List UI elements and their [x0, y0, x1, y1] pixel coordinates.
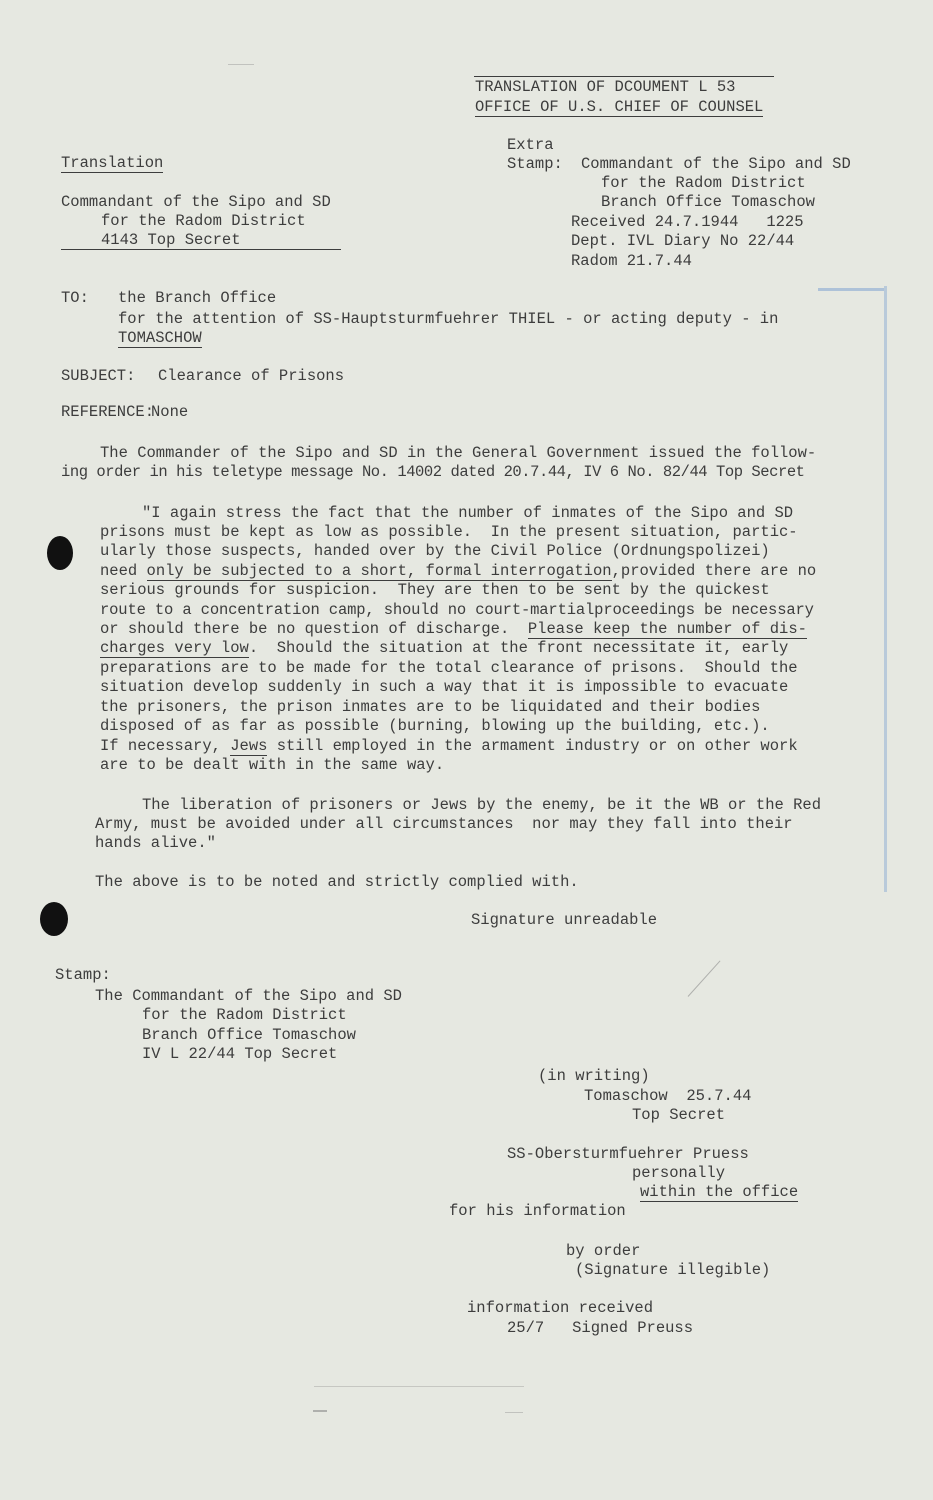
faint-mark-3 [505, 1412, 523, 1413]
stamp2-line-1: The Commandant of the Sipo and SD [95, 987, 402, 1005]
quote-line-7 [100, 620, 807, 640]
reference-label: REFERENCE: [61, 403, 155, 421]
quote-line-8a: charges very low [100, 639, 249, 657]
sender-line-3: 4143 Top Secret [101, 231, 241, 249]
faint-mark-2 [313, 1410, 327, 1412]
quote-line-3: ularly those suspects, handed over by the Civil Police (Ordnungspolizei) [100, 542, 770, 560]
subject-label: SUBJECT: [61, 367, 136, 385]
compliance-note: The above is to be noted and strictly complied with. [95, 873, 579, 891]
quote-line-6: route to a concentration camp, should no court-martialproceedings be necessary [100, 601, 814, 619]
quote-line-13c: still employed in the armament industry or on other work [267, 737, 798, 755]
recipient-line-1: SS-Obersturmfuehrer Pruess [507, 1145, 749, 1163]
pencil-stroke [688, 960, 721, 996]
writing-line-1: (in writing) [538, 1067, 650, 1085]
faint-mark-1 [314, 1386, 524, 1387]
intro-line-1: The Commander of the Sipo and SD in the General Government issued the follow- [100, 444, 817, 462]
by-order-line-1: by order [566, 1242, 641, 1260]
quote-line-12: disposed of as far as possible (burning, blowing up the building, etc.). [100, 717, 770, 735]
sender-line-1: Commandant of the Sipo and SD [61, 193, 331, 211]
by-order-line-2: (Signature illegible) [575, 1261, 771, 1279]
stamp2-label: Stamp: [55, 966, 111, 984]
quote-line-5: serious grounds for suspicion. They are then to be sent by the quickest [100, 581, 770, 599]
quote-line-4c: ,provided there are no [611, 562, 817, 580]
stamp-line-2: for the Radom District [601, 174, 806, 192]
quote-line-7a: or should there be no question of discharge. [100, 620, 528, 638]
extra-label: Extra [507, 136, 554, 154]
punch-hole-bottom [40, 902, 68, 936]
stamp2-line-4: IV L 22/44 Top Secret [142, 1045, 338, 1063]
quote-line-7b: Please keep the number of dis- [527, 620, 807, 638]
reference-value: None [151, 403, 189, 421]
stamp-line-1: Commandant of the Sipo and SD [581, 155, 851, 173]
to-line-3 [118, 329, 202, 349]
stamp-line-4: Received 24.7.1944 1225 [571, 213, 804, 231]
stamp-line-5: Dept. IVL Diary No 22/44 [571, 232, 795, 250]
signature-unreadable: Signature unreadable [471, 911, 658, 929]
faint-mark-4 [228, 64, 254, 65]
quote-line-1: "I again stress the fact that the number of inmates of the Sipo and SD [142, 504, 794, 522]
sender-rule [61, 249, 341, 250]
stamp-label: Stamp: [507, 155, 563, 173]
quote-line-4a: need [100, 562, 147, 580]
margin-mark [884, 286, 887, 892]
to-line-3-text: TOMASCHOW [118, 329, 202, 347]
margin-mark-top [818, 288, 884, 291]
to-label: TO: [61, 289, 89, 307]
header-line-1: TRANSLATION OF DCOUMENT L 53 [475, 78, 736, 96]
sender-line-2: for the Radom District [101, 212, 306, 230]
translation-label-text: Translation [61, 154, 164, 172]
quote-line-11: the prisoners, the prison inmates are to be liquidated and their bodies [100, 698, 761, 716]
quote-line-13 [100, 737, 798, 757]
writing-line-2: Tomaschow 25.7.44 [584, 1087, 752, 1105]
header-line-2-text: OFFICE OF U.S. CHIEF OF COUNSEL [475, 98, 764, 116]
subject-value: Clearance of Prisons [158, 367, 345, 385]
quote-line-14: are to be dealt with in the same way. [100, 756, 445, 774]
recipient-line-2: personally [632, 1164, 726, 1182]
stamp2-line-3: Branch Office Tomaschow [142, 1026, 356, 1044]
stamp2-line-2: for the Radom District [142, 1006, 347, 1024]
received-line-1: information received [467, 1299, 654, 1317]
quote-line-10: situation develop suddenly in such a way that it is impossible to evacuate [100, 678, 789, 696]
punch-hole-top [47, 536, 73, 570]
quote-line-15: The liberation of prisoners or Jews by the enemy, be it the WB or the Red [142, 796, 822, 814]
quote-line-17: hands alive." [95, 834, 216, 852]
to-line-1: the Branch Office [118, 289, 277, 307]
quote-line-13a: If necessary, [100, 737, 231, 755]
stamp-line-3: Branch Office Tomaschow [601, 193, 815, 211]
header-rule-top [474, 76, 774, 77]
recipient-line-3 [640, 1183, 798, 1203]
translation-label [61, 154, 163, 174]
recipient-line-3-text: within the office [640, 1183, 799, 1201]
intro-line-2: ing order in his teletype message No. 14002 dated 20.7.44, IV 6 No. 82/44 Top Secret [61, 463, 805, 481]
writing-line-3: Top Secret [632, 1106, 726, 1124]
quote-line-2: prisons must be kept as low as possible. In the present situation, partic- [100, 523, 798, 541]
quote-line-8b: . Should the situation at the front necessitate it, early [248, 639, 789, 657]
quote-line-16: Army, must be avoided under all circumstances nor may they fall into their [95, 815, 793, 833]
quote-line-9: preparations are to be made for the total clearance of prisons. Should the [100, 659, 798, 677]
recipient-line-4: for his information [449, 1202, 626, 1220]
to-line-2: for the attention of SS-Hauptsturmfuehrer THIEL - or acting deputy - in [118, 310, 779, 328]
quote-line-4b: only be subjected to a short, formal interrogation [146, 562, 612, 580]
stamp-line-6: Radom 21.7.44 [571, 252, 692, 270]
quote-line-8 [100, 639, 788, 659]
quote-line-13b: Jews [230, 737, 268, 755]
header-line-2 [475, 98, 763, 118]
quote-line-4 [100, 562, 816, 582]
received-line-2: 25/7 Signed Preuss [507, 1319, 694, 1337]
